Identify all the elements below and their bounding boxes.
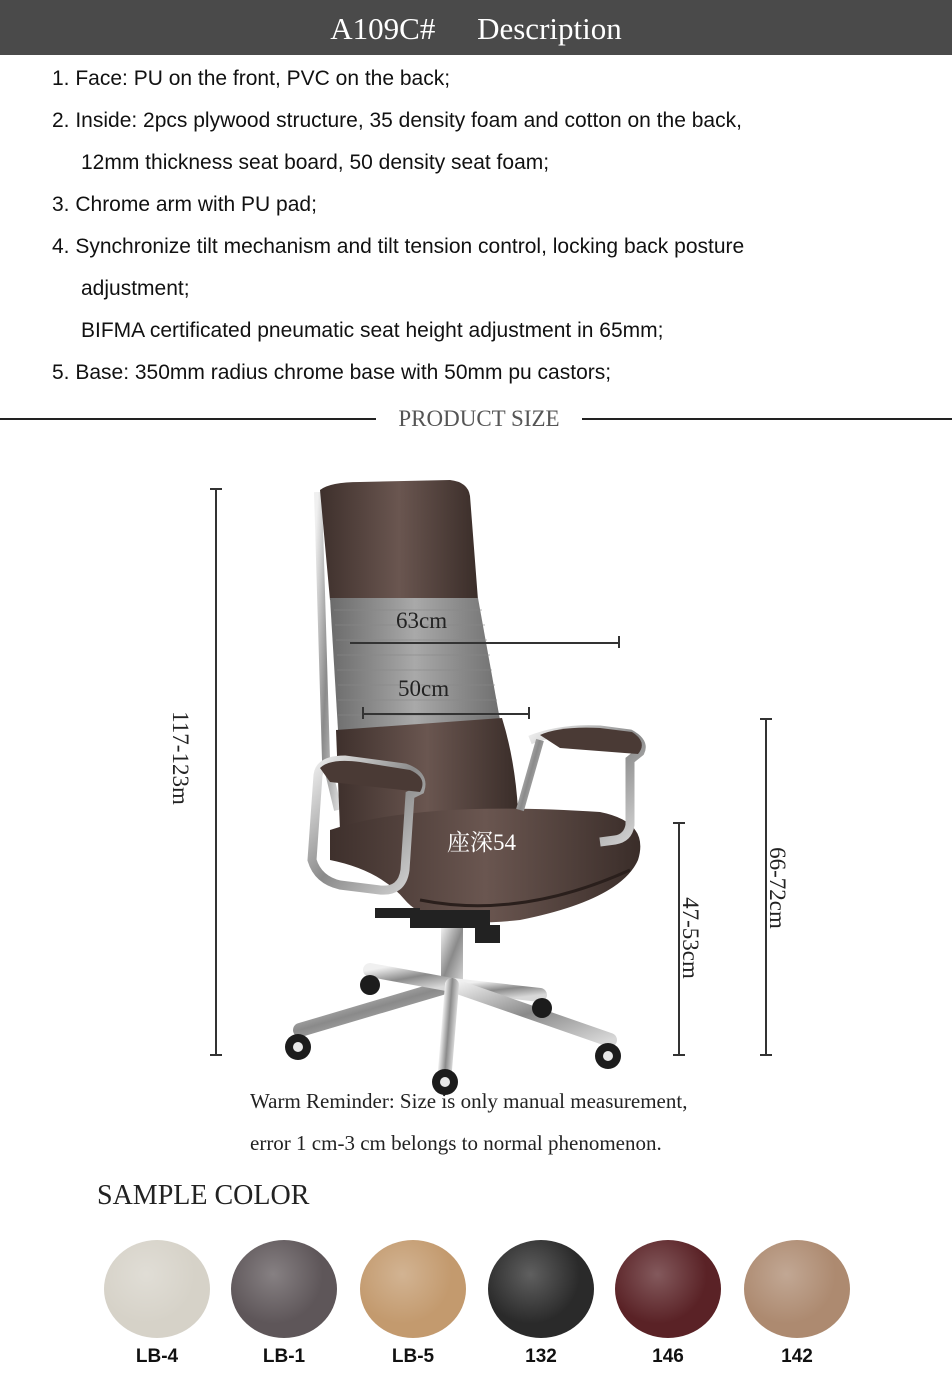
- header-title: Description: [477, 11, 622, 46]
- swatch-label: 146: [652, 1346, 684, 1367]
- swatch-label: 142: [781, 1346, 813, 1367]
- sample-color-title: SAMPLE COLOR: [97, 1180, 310, 1211]
- dimension-tick: [760, 1054, 772, 1056]
- dimension-tick: [618, 636, 620, 648]
- swatch-label: 132: [525, 1346, 557, 1367]
- total-height-label: 117-123m: [168, 711, 193, 805]
- description-line: BIFMA certificated pneumatic seat height adjustment in 65mm;: [81, 319, 664, 342]
- dimension-tick: [760, 718, 772, 720]
- product-size-label: PRODUCT SIZE: [376, 405, 582, 433]
- reminder-line: error 1 cm-3 cm belongs to normal phenomenon.: [250, 1131, 662, 1155]
- description-line: 5. Base: 350mm radius chrome base with 50mm pu castors;: [52, 361, 612, 384]
- description-list: [52, 58, 932, 394]
- swatch-label: LB-1: [262, 1346, 306, 1367]
- office-chair-image: [0, 430, 952, 1100]
- dimension-tick: [362, 707, 364, 719]
- swatch-label: LB-4: [135, 1346, 179, 1367]
- reminder-line: Warm Reminder: Size is only manual measurement,: [250, 1089, 688, 1113]
- seat-depth-label: 座深54: [447, 830, 516, 855]
- color-swatch-132: [488, 1240, 594, 1338]
- color-swatch-lb-4: [104, 1240, 210, 1338]
- arm-height-label: 66-72cm: [765, 847, 790, 929]
- color-swatch-146: [615, 1240, 721, 1338]
- description-line: 1. Face: PU on the front, PVC on the back;: [52, 67, 451, 90]
- dimension-tick: [210, 488, 222, 490]
- description-line: adjustment;: [81, 277, 190, 300]
- swatch-label: LB-5: [391, 1346, 435, 1367]
- back-width-label: 63cm: [396, 608, 448, 633]
- color-swatch-142: [744, 1240, 850, 1338]
- warm-reminder: [250, 1080, 930, 1164]
- color-swatch-lb-1: [231, 1240, 337, 1338]
- seat-height-label: 47-53cm: [678, 897, 703, 979]
- dimension-tick: [673, 822, 685, 824]
- dimension-tick: [210, 1054, 222, 1056]
- dimension-tick: [673, 1054, 685, 1056]
- seat-width-dimension-line: [362, 713, 530, 715]
- height-dimension-line: [215, 488, 217, 1056]
- seat-width-label: 50cm: [398, 676, 450, 701]
- description-header: [0, 0, 952, 55]
- model-number: A109C#: [330, 11, 436, 46]
- description-line: 3. Chrome arm with PU pad;: [52, 193, 317, 216]
- back-width-dimension-line: [350, 642, 620, 644]
- color-swatch-lb-5: [360, 1240, 466, 1338]
- description-line: 2. Inside: 2pcs plywood structure, 35 density foam and cotton on the back,: [52, 109, 742, 132]
- description-line: 12mm thickness seat board, 50 density seat foam;: [81, 151, 550, 174]
- dimension-tick: [528, 707, 530, 719]
- description-line: 4. Synchronize tilt mechanism and tilt tension control, locking back posture: [52, 235, 745, 258]
